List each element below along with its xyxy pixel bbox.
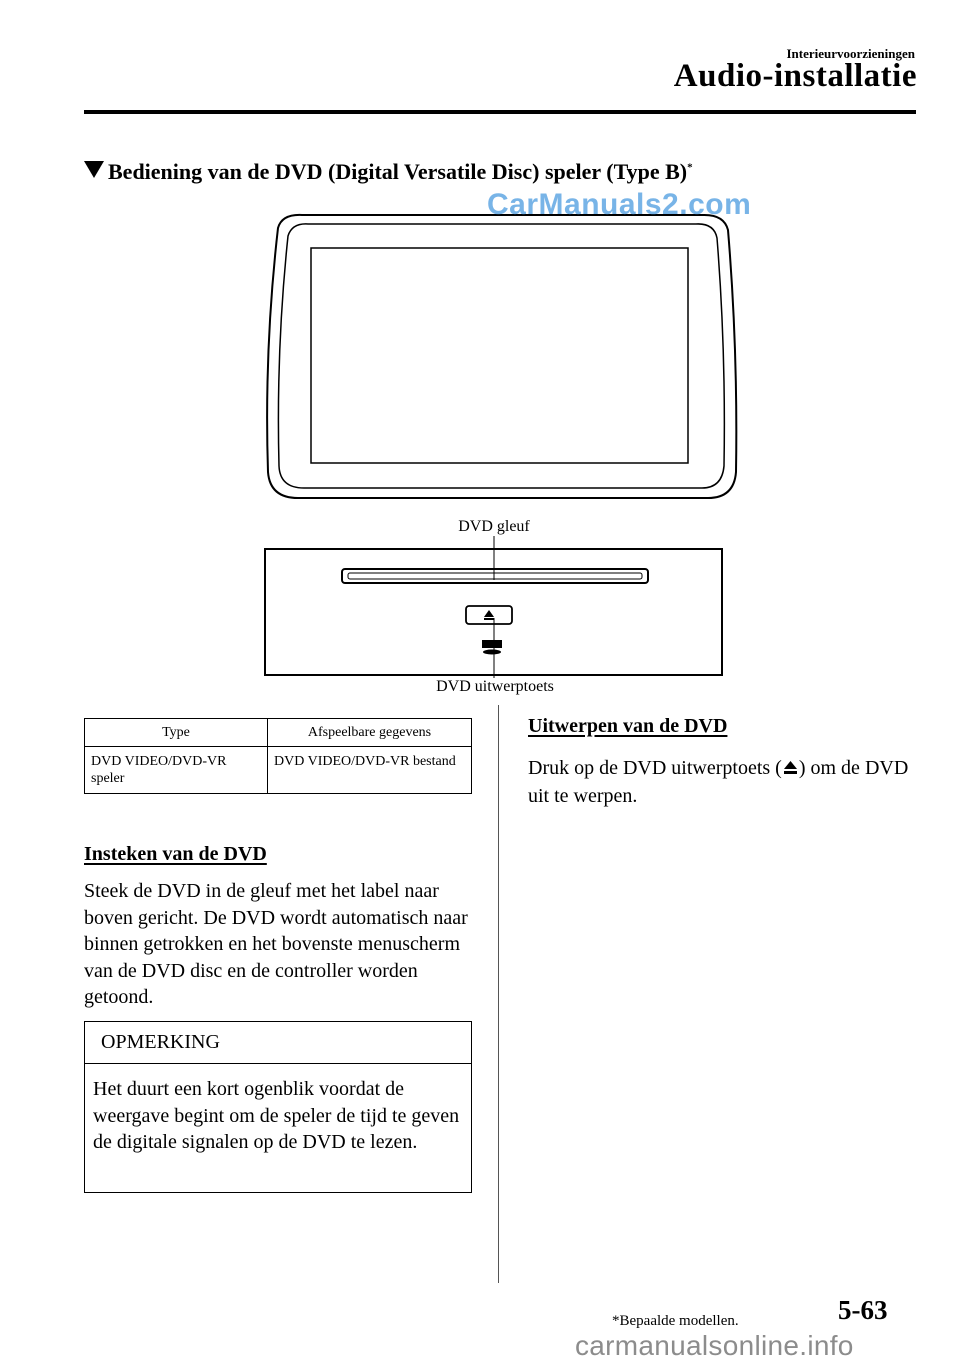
eject-text-before: Druk op de DVD uitwerptoets ( xyxy=(528,757,782,779)
dvd-player-illustration xyxy=(262,210,742,680)
section-title-text: Bediening van de DVD (Digital Versatile Disc) speler (Type B) xyxy=(108,159,688,184)
table-cell-data: DVD VIDEO/DVD-VR bestand xyxy=(268,747,472,794)
section-title xyxy=(84,159,693,185)
note-title: OPMERKING xyxy=(101,1031,220,1053)
page-number: 5-63 xyxy=(838,1295,888,1325)
playable-data-table xyxy=(84,718,472,794)
table-header-type: Type xyxy=(85,719,268,747)
insert-heading: Insteken van de DVD xyxy=(84,843,267,865)
section-title-mark: * xyxy=(687,161,693,174)
page-title: Audio-installatie xyxy=(673,58,917,94)
table-cell-type: DVD VIDEO/DVD-VR speler xyxy=(85,747,268,794)
eject-paragraph xyxy=(528,754,918,810)
header-section: Interieurvoorzieningen xyxy=(786,46,915,61)
dvd-logo-icon xyxy=(482,640,502,655)
note-header xyxy=(85,1022,471,1064)
eject-text-after: ) om de DVD uit te werpen. xyxy=(528,757,909,807)
table-row xyxy=(85,747,472,794)
column-divider xyxy=(498,705,499,1283)
table-header-row xyxy=(85,719,472,747)
watermark: CarManuals2.com xyxy=(487,188,752,221)
label-dvd-slot: DVD gleuf xyxy=(458,518,530,535)
footer-site-watermark: carmanualsonline.info xyxy=(575,1330,854,1361)
note-box xyxy=(84,1021,472,1193)
eject-icon xyxy=(782,759,799,776)
header-rule xyxy=(84,110,916,114)
label-eject-button: DVD uitwerptoets xyxy=(436,678,554,695)
triangle-down-icon xyxy=(84,161,104,178)
insert-paragraph: Steek de DVD in de gleuf met het label naar boven gericht. De DVD wordt automatisch naar binnen getrokken en het bovenste menuscherm van de DVD disc en de controller worden getoond. xyxy=(84,880,468,1008)
note-text: Het duurt een kort ogenblik voordat de weergave begint om de speler de tijd te geven de digitale signalen op de DVD te lezen. xyxy=(93,1078,460,1153)
eject-heading: Uitwerpen van de DVD xyxy=(528,715,728,737)
table-header-data: Afspeelbare gegevens xyxy=(268,719,472,747)
display-screen xyxy=(311,248,688,463)
dvd-slot xyxy=(342,569,648,583)
footnote: *Bepaalde modellen. xyxy=(612,1313,739,1329)
